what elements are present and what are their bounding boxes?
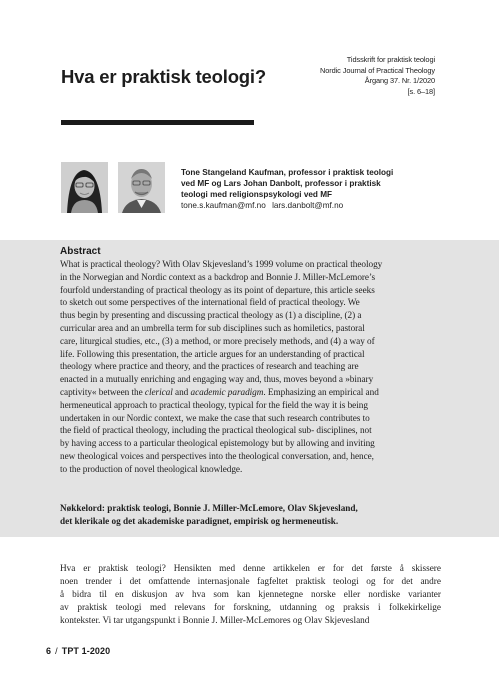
- body-line: noen trender i det omfattende internasjonale fagfeltet praktisk teologi og for det andre: [60, 577, 441, 587]
- page-number: 6: [46, 646, 52, 656]
- abstract-line: by having access to a particular theological epistemology but by allowing and inviting: [60, 439, 375, 450]
- footer-separator: /: [55, 646, 58, 656]
- abstract-fragment: captivity« between the: [60, 387, 145, 398]
- author-info: [181, 168, 441, 212]
- abstract-line: fourfold understanding of practical theology as its point of departure, this article seeks: [60, 285, 375, 296]
- footer-journal: TPT 1-2020: [61, 646, 111, 656]
- abstract-text: [60, 259, 441, 477]
- keywords-line: det klerikale og det akademiske paradignet, empirisk og hermeneutisk.: [60, 515, 339, 526]
- author-names: [181, 168, 441, 201]
- body-line: å bidra til en diskusjon av hva som kan kjennetegne norske eller nordiske varianter: [60, 590, 441, 600]
- body-line: av praktisk teologi med relevans for forskning, utdanning og praksis i folkekirkelige: [60, 603, 441, 613]
- author-photo-kaufman: [61, 162, 108, 213]
- page-footer: [46, 646, 110, 656]
- abstract-line: the field of practical theology, including the practical theological sub- disciplines, not: [60, 426, 372, 437]
- abstract-fragment: and: [172, 387, 191, 398]
- author-emails: [181, 201, 441, 212]
- abstract-line: life. Following this presentation, the article argues for an understanding of practical: [60, 349, 365, 360]
- journal-name-en: Nordic Journal of Practical Theology: [320, 65, 435, 75]
- abstract-emphasis: academic paradigm: [190, 387, 264, 398]
- author-photo-danbolt: [118, 162, 165, 213]
- abstract-line: in the Norwegian and Nordic context as a backdrop and Bonnie J. Miller-McLemore’s: [60, 272, 376, 283]
- abstract-line: [60, 387, 441, 400]
- email-link-danbolt[interactable]: lars.danbolt@mf.no: [272, 200, 344, 210]
- abstract-emphasis: clerical: [144, 387, 173, 398]
- journal-pages: [s. 6–18]: [407, 86, 435, 96]
- abstract-line: to the production of novel theological knowledge.: [60, 464, 243, 475]
- author-line: ved MF og Lars Johan Danbolt, professor i praktisk: [181, 178, 381, 188]
- journal-volume: Årgang 37. Nr. 1/2020: [364, 76, 435, 86]
- abstract-fragment: . Emphasizing an empirical and: [263, 387, 379, 398]
- journal-name-no: Tidsskrift for praktisk teologi: [346, 55, 435, 64]
- email-link-kaufman[interactable]: tone.s.kaufman@mf.no: [181, 200, 266, 210]
- abstract-line: care, liturgical studies, etc., (3) a method, or more precisely methods, and (4) a way of: [60, 336, 375, 347]
- body-text: [60, 563, 441, 628]
- abstract-line: thus begin by presenting and discussing practical theology as (1) a discipline, (2) a: [60, 311, 362, 322]
- body-line: Hva er praktisk teologi? Hensikten med denne artikkelen er for det første å skissere: [60, 564, 441, 574]
- abstract-heading: Abstract: [60, 246, 101, 257]
- keywords: [60, 502, 441, 528]
- abstract-line: enacted in a mutually enriching and engaging way and, thus, moves beyond a »binary: [60, 375, 374, 386]
- abstract-line: undertaken in our Nordic context, we make the case that such research contributes to: [60, 413, 370, 424]
- abstract-line: hermeneutical approach to practical theology, typical for the field the way it is being: [60, 400, 368, 411]
- author-line: teologi med religionspsykologi ved MF: [181, 189, 333, 199]
- keywords-line: Nøkkelord: praktisk teologi, Bonnie J. Miller-McLemore, Olav Skjevesland,: [60, 503, 358, 513]
- abstract-line: curricular area and an umbrella term for sub disciplines such as homiletics, pastoral: [60, 323, 365, 334]
- article-title: Hva er praktisk teologi?: [61, 66, 266, 87]
- abstract-line: What is practical theology? With Olav Skjevesland’s 1999 volume on practical theology: [60, 260, 383, 270]
- abstract-line: theology where practice and theory, and the practices of research and teaching are: [60, 362, 359, 373]
- abstract-line: new theological voices and perspectives into the theological conversation, and, hence,: [60, 451, 374, 462]
- author-line: Tone Stangeland Kaufman, professor i praktisk teologi: [181, 168, 394, 177]
- body-line: kontekster. Vi tar utgangspunkt i Bonnie J. Miller-McLemores og Olav Skjevesland: [60, 616, 370, 626]
- abstract-line: to sketch out some perspectives of the international field of practical theology. We: [60, 298, 360, 309]
- journal-info: [300, 55, 435, 97]
- title-divider: [61, 120, 254, 125]
